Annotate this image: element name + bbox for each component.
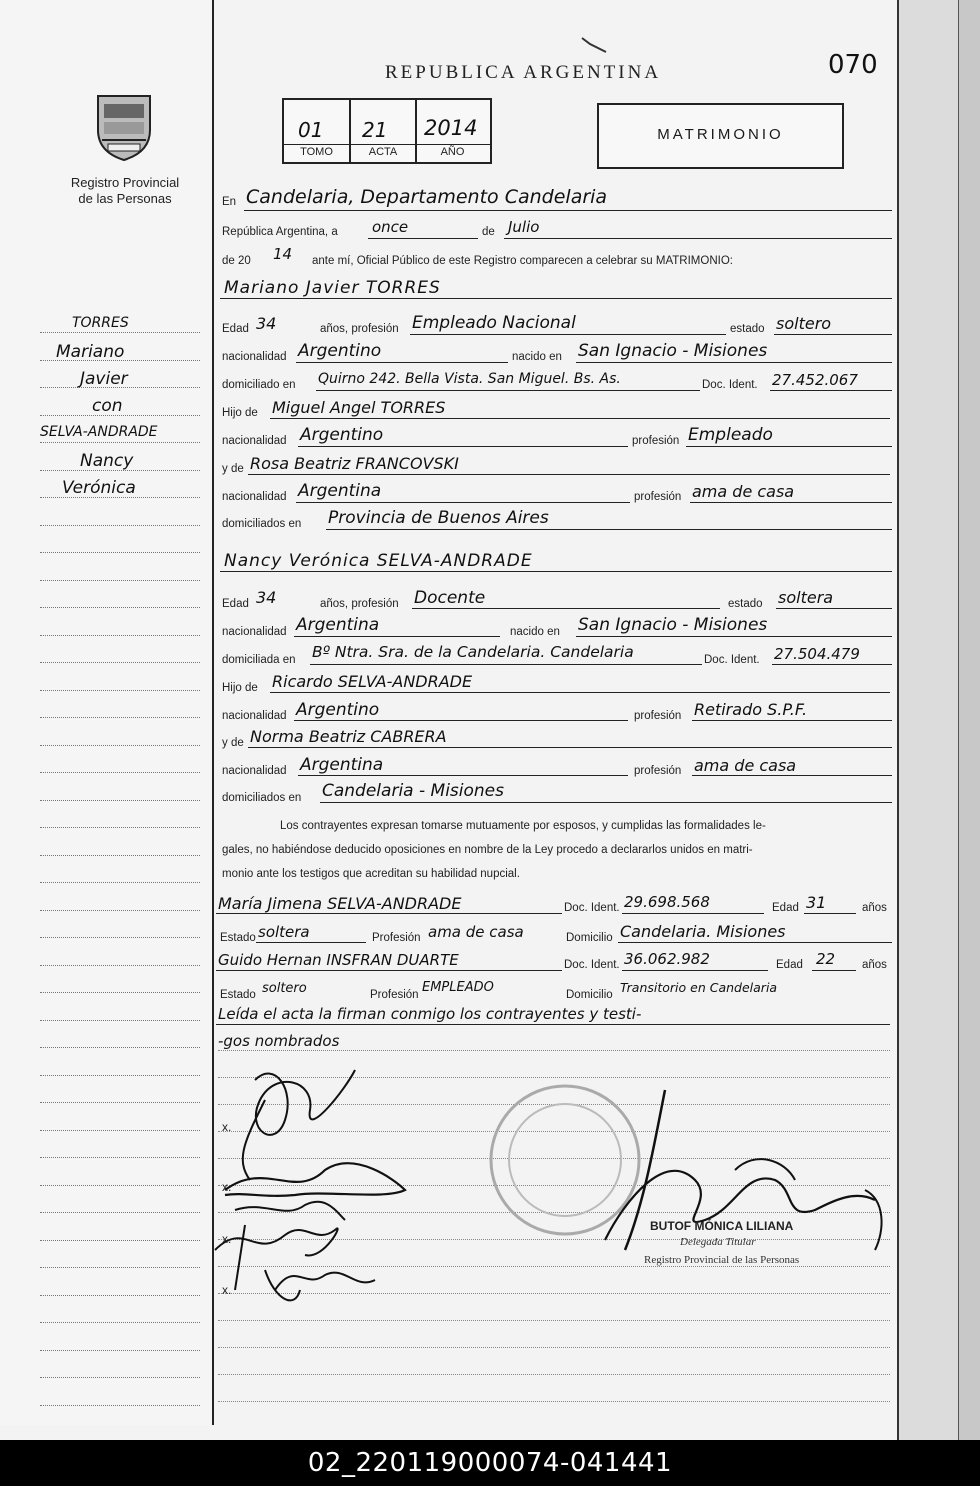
margin-line [40,992,200,993]
witness2-age: 22 [816,950,836,968]
bride-mother: Norma Beatriz CABRERA [250,727,447,746]
rule [316,390,700,391]
bride-mother-profession: ama de casa [694,756,797,775]
rule [804,913,856,914]
scan-id: 02_220119000074-041441 [307,1448,673,1478]
year-suffix: 14 [273,245,293,263]
margin-line [40,717,200,718]
rule [412,608,720,609]
bride-doc-id: 27.504.479 [774,645,860,663]
rule [270,418,890,419]
margin-line [40,1240,200,1241]
label-anos: años [862,959,887,971]
margin-note-word: Mariano [56,342,125,362]
witness1-profession: ama de casa [428,923,524,941]
label-nacionalidad: nacionalidad [222,491,287,503]
label-domiciliados: domiciliados en [222,518,302,530]
label-yde: y de [222,737,244,749]
rule [690,502,892,503]
label-hijo: Hijo de [222,407,258,419]
rule [310,664,702,665]
rule [576,362,892,363]
label-domiciliados: domiciliados en [222,792,302,804]
bride-profession: Docente [414,588,486,608]
rule [216,970,562,971]
witness1-civil-status: soltera [258,923,310,941]
label-doc: Doc. Ident. [564,959,620,971]
label-profesion: profesión [634,710,682,722]
label-edad: Edad [776,959,803,971]
page-edge-shadow [958,0,980,1440]
label-doc: Doc. Ident. [564,902,620,914]
margin-line [40,525,200,526]
margin-line [40,1350,200,1351]
rule [294,720,628,721]
margin-line [40,965,200,966]
rule [622,913,764,914]
rule [270,692,890,693]
pen-mark [580,36,608,56]
form-line [218,1374,890,1375]
margin-line [40,607,200,608]
margin-line [40,1377,200,1378]
official-signature [585,1080,895,1260]
label-nacido: nacido en [510,626,560,638]
page-number: 070 [828,50,878,80]
margin-line [40,442,200,443]
witness2-civil-status: soltero [262,981,307,996]
label-en: En [222,196,237,208]
provincial-emblem [92,90,156,162]
declaration-line1: Los contrayentes expresan tomarse mutuamente por esposos, y cumplidas las formalidades le- [280,820,766,832]
groom-address: Quirno 242. Bella Vista. San Miguel. Bs. As. [318,371,621,387]
month-value: Julio [508,218,540,236]
closing-line1: Leída el acta la firman conmigo los contrayentes y testi- [218,1005,642,1023]
rule [692,775,892,776]
label-yde: y de [222,463,244,475]
label-nacionalidad: nacionalidad [222,710,287,722]
rule [770,390,892,391]
groom-name: Mariano Javier TORRES [224,278,441,298]
label-domiciliada: domiciliada en [222,654,296,666]
registry-name-line1: Registro Provincial [70,175,180,190]
rule [692,720,892,721]
margin-line [40,882,200,883]
bride-civil-status: soltera [778,588,834,607]
signature-mark: x. [222,1283,232,1297]
rule [774,334,892,335]
intro-text: ante mí, Oficial Público de este Registro comparecen a celebrar su MATRIMONIO: [312,255,733,267]
groom-mother-profession: ama de casa [692,482,795,501]
rule [326,529,892,530]
groom-mother-nationality: Argentina [298,481,382,501]
rule [320,802,892,803]
tomo-value: 01 [298,118,324,142]
bride-father: Ricardo SELVA-ANDRADE [272,672,473,691]
label-estado: Estado [220,989,256,1001]
official-title: Delegada Titular [680,1236,756,1248]
label-anos: años [862,902,887,914]
groom-nationality: Argentino [298,341,382,361]
acta-label: ACTA [368,146,398,158]
margin-note-word: Nancy [80,451,134,471]
witness2-name: Guido Hernan INSFRAN DUARTE [218,951,459,969]
place-value: Candelaria, Departamento Candelaria [246,186,608,208]
witness1-doc-id: 29.698.568 [624,893,710,911]
rule [256,942,366,943]
margin-line [40,1212,200,1213]
anio-value: 2014 [424,116,478,140]
rule [576,636,892,637]
rule [220,298,892,299]
form-line [218,1050,890,1051]
margin-note-word: Verónica [62,478,136,498]
groom-birthplace: San Ignacio - Misiones [578,341,768,361]
rule [618,942,892,943]
margin-line [40,800,200,801]
label-estado: estado [730,323,765,335]
registry-name [30,175,220,207]
rule [686,446,892,447]
margin-line [40,1185,200,1186]
margin-line [40,552,200,553]
rule [296,362,508,363]
groom-profession: Empleado Nacional [412,313,576,333]
groom-father-profession: Empleado [688,425,773,445]
margin-line [40,910,200,911]
label-estado: Estado [220,932,256,944]
groom-father: Miguel Angel TORRES [272,398,446,417]
groom-mother: Rosa Beatriz FRANCOVSKI [250,454,459,473]
signature-mark: x. [222,1120,232,1134]
rule [220,571,892,572]
margin-line [40,580,200,581]
witness1-age: 31 [806,893,827,912]
signature-mark: x. [222,1232,232,1246]
margin-line [40,1405,200,1406]
margin-line [40,1020,200,1021]
label-domicilio: Domicilio [566,989,613,1001]
label-profesion: profesión [634,765,682,777]
divider [282,144,490,145]
label-anos-profesion: años, profesión [320,323,399,335]
label-profesion: profesión [634,491,682,503]
bride-age: 34 [256,588,277,607]
label-de: de [482,226,495,238]
bride-birthplace: San Ignacio - Misiones [578,615,768,635]
signature-mark: x. [222,1180,232,1194]
margin-line [40,1047,200,1048]
label-edad: Edad [222,598,249,610]
label-doc: Doc. Ident. [702,379,758,391]
rule [368,238,478,239]
margin-line [40,662,200,663]
margin-line [40,690,200,691]
margin-line [40,332,200,333]
margin-line [40,1267,200,1268]
rule [248,474,890,475]
margin-line [40,635,200,636]
acta-value: 21 [362,118,388,142]
label-hijo: Hijo de [222,682,258,694]
bride-name: Nancy Verónica SELVA-ANDRADE [224,551,533,571]
rule [244,210,892,211]
groom-father-nationality: Argentino [300,425,384,445]
form-line [218,1347,890,1348]
declaration-line3: monio ante los testigos que acreditan su habilidad nupcial. [222,868,520,880]
rule [294,636,500,637]
label-doc: Doc. Ident. [704,654,760,666]
label-edad: Edad [772,902,799,914]
margin-line [40,827,200,828]
rule [248,747,892,748]
declaration-line2: gales, no habiéndose deducido oposiciones en nombre de la Ley procedo a declararlos unidos en matri- [222,844,753,856]
rule [772,664,892,665]
margin-note-word: con [92,396,123,416]
label-de20: de 20 [222,255,251,267]
label-profesion: Profesión [370,989,419,1001]
label-profesion: profesión [632,435,680,447]
witness1-address: Candelaria. Misiones [620,922,786,941]
witness2-address: Transitorio en Candelaria [620,980,778,995]
label-profesion: Profesión [372,932,421,944]
label-anos-profesion: años, profesión [320,598,399,610]
tomo-label: TOMO [300,146,333,158]
rule [504,238,892,239]
rule [298,446,628,447]
margin-line [40,937,200,938]
day-value: once [372,218,409,236]
margin-line [40,1102,200,1103]
label-domicilio: Domicilio [566,932,613,944]
bride-father-profession: Retirado S.P.F. [694,700,808,719]
official-name: BUTOF MÓNICA LILIANA [650,1219,794,1233]
label-nacionalidad: nacionalidad [222,765,287,777]
label-domiciliado: domiciliado en [222,379,296,391]
anio-label: AÑO [440,146,465,158]
margin-line [40,855,200,856]
groom-doc-id: 27.452.067 [772,371,858,389]
witness2-doc-id: 36.062.982 [624,950,710,968]
rule [812,970,856,971]
groom-parents-address: Provincia de Buenos Aires [328,508,549,528]
record-type: MATRIMONIO [657,126,784,143]
groom-age: 34 [256,314,277,333]
margin-line [40,1130,200,1131]
form-line [218,1320,890,1321]
closing-line2: -gos nombrados [218,1032,340,1050]
rule [216,913,562,914]
label-nacionalidad: nacionalidad [222,435,287,447]
margin-line [40,1157,200,1158]
label-nacido: nacido en [512,351,562,363]
official-office: Registro Provincial de las Personas [644,1254,800,1266]
margin-line [40,1075,200,1076]
label-nacionalidad: nacionalidad [222,351,287,363]
bride-parents-address: Candelaria - Misiones [322,781,504,801]
margin-line [40,1295,200,1296]
label-edad: Edad [222,323,249,335]
margin-note-word: Javier [80,369,128,389]
margin-note-word: TORRES [72,315,129,331]
rule [296,502,630,503]
registry-name-line2: de las Personas [78,191,172,206]
bride-mother-nationality: Argentina [300,755,384,775]
signatures-contrayentes [205,1060,425,1320]
rule [776,608,892,609]
country-title: REPUBLICA ARGENTINA [385,62,662,83]
bride-father-nationality: Argentino [296,700,380,720]
label-estado: estado [728,598,763,610]
label-republica: República Argentina, a [222,226,338,238]
form-line [218,1401,890,1402]
witness1-name: María Jimena SELVA-ANDRADE [218,894,462,913]
margin-line [40,745,200,746]
groom-civil-status: soltero [776,314,832,333]
margin-note-word: SELVA-ANDRADE [40,424,158,440]
rule [298,775,628,776]
label-nacionalidad: nacionalidad [222,626,287,638]
rule [622,970,768,971]
witness2-profession: EMPLEADO [422,980,494,995]
bride-address: Bº Ntra. Sra. de la Candelaria. Candelaria [312,643,634,661]
rule [410,334,726,335]
margin-line [40,772,200,773]
margin-line [40,1322,200,1323]
rule [216,1024,890,1025]
bride-nationality: Argentina [296,615,380,635]
